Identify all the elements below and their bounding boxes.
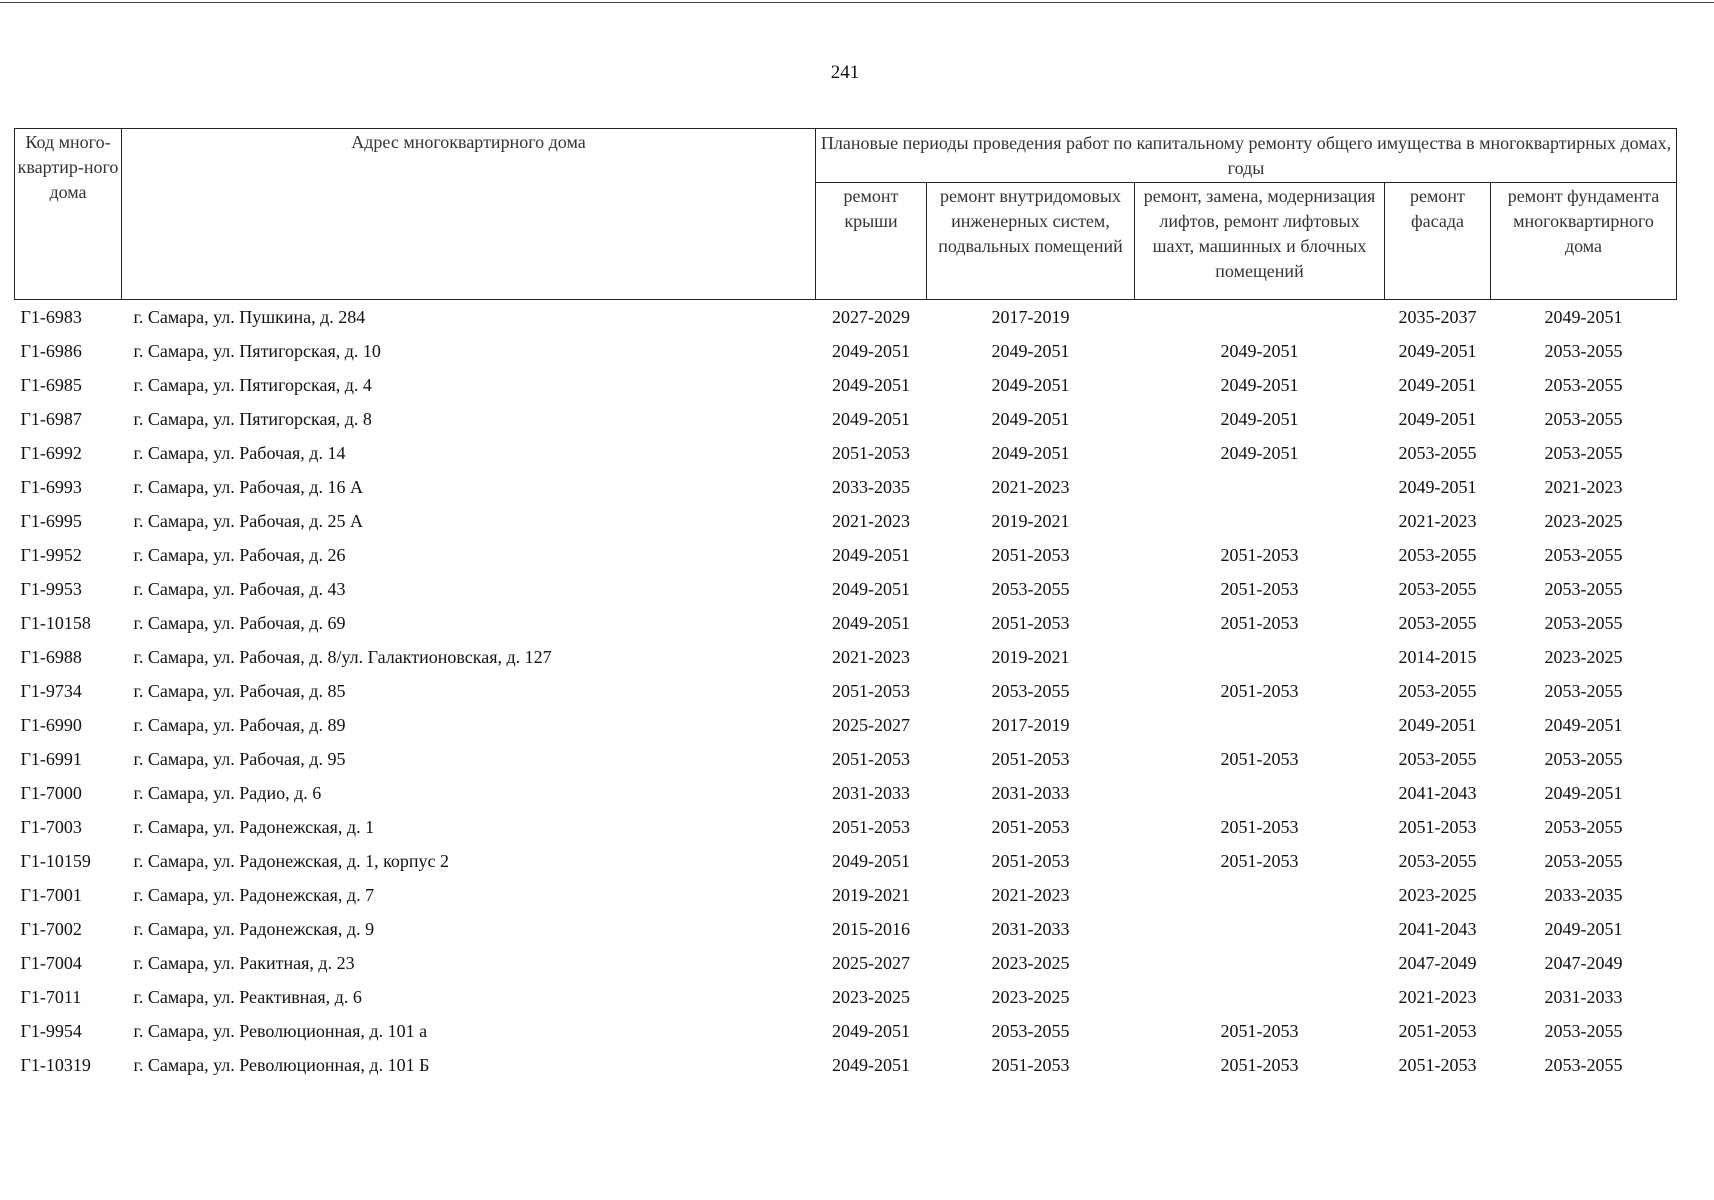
address-cell: г. Самара, ул. Рабочая, д. 43 — [133, 579, 346, 599]
address-cell: г. Самара, ул. Рабочая, д. 8/ул. Галактионовская, д. 127 — [133, 647, 552, 667]
facade-period-cell: 2053-2055 — [1398, 545, 1477, 565]
table-row — [15, 844, 1677, 878]
elevators-period-cell: 2049-2051 — [1220, 341, 1299, 361]
foundation-period-cell: 2053-2055 — [1544, 409, 1623, 429]
roof-period-cell: 2049-2051 — [832, 409, 910, 429]
table-row — [15, 980, 1677, 1014]
table-row — [15, 674, 1677, 708]
address-cell: г. Самара, ул. Революционная, д. 101 а — [133, 1021, 428, 1041]
roof-period-cell: 2019-2021 — [832, 885, 910, 905]
foundation-period-cell: 2047-2049 — [1544, 953, 1623, 973]
header-roof: ремонт крыши — [816, 183, 927, 300]
roof-period-cell: 2025-2027 — [832, 715, 910, 735]
engineering-period-cell: 2049-2051 — [991, 409, 1070, 429]
page-number: 241 — [830, 62, 860, 83]
facade-period-cell: 2049-2051 — [1398, 341, 1477, 361]
address-cell: г. Самара, ул. Радио, д. 6 — [133, 783, 322, 803]
facade-period-cell: 2023-2025 — [1398, 885, 1477, 905]
facade-period-cell: 2021-2023 — [1398, 511, 1477, 531]
roof-period-cell: 2021-2023 — [832, 647, 910, 667]
code-cell: Г1-9953 — [20, 579, 82, 599]
address-cell: г. Самара, ул. Пушкина, д. 284 — [133, 307, 366, 327]
code-cell: Г1-10159 — [20, 851, 91, 871]
roof-period-cell: 2051-2053 — [832, 817, 910, 837]
facade-period-cell: 2053-2055 — [1398, 681, 1477, 701]
header-facade: ремонт фасада — [1385, 183, 1491, 300]
facade-period-cell: 2053-2055 — [1398, 579, 1477, 599]
address-cell: г. Самара, ул. Революционная, д. 101 Б — [133, 1055, 430, 1075]
engineering-period-cell: 2049-2051 — [991, 341, 1070, 361]
address-cell: г. Самара, ул. Пятигорская, д. 8 — [133, 409, 372, 429]
facade-period-cell: 2053-2055 — [1398, 851, 1477, 871]
table-row — [15, 504, 1677, 538]
engineering-period-cell: 2049-2051 — [991, 375, 1070, 395]
roof-period-cell: 2015-2016 — [832, 919, 910, 939]
code-cell: Г1-6987 — [20, 409, 82, 429]
roof-period-cell: 2049-2051 — [832, 545, 910, 565]
engineering-period-cell: 2031-2033 — [991, 783, 1070, 803]
foundation-period-cell: 2023-2025 — [1544, 647, 1623, 667]
engineering-period-cell: 2051-2053 — [991, 545, 1070, 565]
roof-period-cell: 2051-2053 — [832, 443, 910, 463]
engineering-period-cell: 2019-2021 — [991, 511, 1070, 531]
table-row — [15, 334, 1677, 368]
elevators-period-cell — [1135, 912, 1385, 946]
elevators-period-cell: 2051-2053 — [1220, 817, 1299, 837]
roof-period-cell: 2049-2051 — [832, 579, 910, 599]
address-cell: г. Самара, ул. Рабочая, д. 95 — [133, 749, 346, 769]
code-cell: Г1-6992 — [20, 443, 82, 463]
engineering-period-cell: 2021-2023 — [991, 477, 1070, 497]
roof-period-cell: 2049-2051 — [832, 613, 910, 633]
foundation-period-cell: 2049-2051 — [1544, 307, 1623, 327]
facade-period-cell: 2041-2043 — [1398, 919, 1477, 939]
foundation-period-cell: 2053-2055 — [1544, 375, 1623, 395]
address-cell: г. Самара, ул. Пятигорская, д. 4 — [133, 375, 372, 395]
code-cell: Г1-9952 — [20, 545, 82, 565]
facade-period-cell: 2049-2051 — [1398, 375, 1477, 395]
roof-period-cell: 2049-2051 — [832, 341, 910, 361]
facade-period-cell: 2047-2049 — [1398, 953, 1477, 973]
foundation-period-cell: 2021-2023 — [1544, 477, 1623, 497]
address-cell: г. Самара, ул. Рабочая, д. 85 — [133, 681, 346, 701]
table-row — [15, 776, 1677, 810]
code-cell: Г1-6983 — [20, 307, 82, 327]
address-cell: г. Самара, ул. Радонежская, д. 7 — [133, 885, 375, 905]
address-cell: г. Самара, ул. Рабочая, д. 16 А — [133, 477, 363, 497]
facade-period-cell: 2053-2055 — [1398, 443, 1477, 463]
facade-period-cell: 2035-2037 — [1398, 307, 1477, 327]
engineering-period-cell: 2051-2053 — [991, 1055, 1070, 1075]
code-cell: Г1-6988 — [20, 647, 82, 667]
table-row — [15, 810, 1677, 844]
table-row — [15, 368, 1677, 402]
engineering-period-cell: 2017-2019 — [991, 307, 1070, 327]
elevators-period-cell — [1135, 504, 1385, 538]
facade-period-cell: 2051-2053 — [1398, 1021, 1477, 1041]
elevators-period-cell — [1135, 300, 1385, 335]
code-cell: Г1-6986 — [20, 341, 82, 361]
roof-period-cell: 2023-2025 — [832, 987, 910, 1007]
elevators-period-cell — [1135, 946, 1385, 980]
foundation-period-cell: 2053-2055 — [1544, 817, 1623, 837]
code-cell: Г1-7002 — [20, 919, 82, 939]
address-cell: г. Самара, ул. Ракитная, д. 23 — [133, 953, 355, 973]
engineering-period-cell: 2021-2023 — [991, 885, 1070, 905]
code-cell: Г1-6991 — [20, 749, 82, 769]
foundation-period-cell: 2053-2055 — [1544, 613, 1623, 633]
header-elevators: ремонт, замена, модернизация лифтов, ремонт лифтовых шахт, машинных и блочных помещений — [1135, 183, 1385, 300]
header-periods-group: Плановые периоды проведения работ по капитальному ремонту общего имущества в многоквартирных домах, годы — [816, 129, 1677, 183]
code-cell: Г1-6985 — [20, 375, 82, 395]
engineering-period-cell: 2023-2025 — [991, 987, 1070, 1007]
code-cell: Г1-6995 — [20, 511, 82, 531]
elevators-period-cell — [1135, 980, 1385, 1014]
top-rule — [0, 2, 1714, 3]
elevators-period-cell — [1135, 640, 1385, 674]
foundation-period-cell: 2031-2033 — [1544, 987, 1623, 1007]
facade-period-cell: 2049-2051 — [1398, 715, 1477, 735]
roof-period-cell: 2051-2053 — [832, 749, 910, 769]
code-cell: Г1-6993 — [20, 477, 82, 497]
table-row — [15, 606, 1677, 640]
foundation-period-cell: 2023-2025 — [1544, 511, 1623, 531]
foundation-period-cell: 2053-2055 — [1544, 1021, 1623, 1041]
table-row — [15, 572, 1677, 606]
header-code: Код много-квартир-ного дома — [15, 129, 122, 300]
elevators-period-cell — [1135, 708, 1385, 742]
header-foundation: ремонт фундамента многоквартирного дома — [1491, 183, 1677, 300]
elevators-period-cell: 2051-2053 — [1220, 749, 1299, 769]
engineering-period-cell: 2023-2025 — [991, 953, 1070, 973]
elevators-period-cell: 2051-2053 — [1220, 613, 1299, 633]
roof-period-cell: 2033-2035 — [832, 477, 910, 497]
table-row — [15, 878, 1677, 912]
foundation-period-cell: 2053-2055 — [1544, 681, 1623, 701]
roof-period-cell: 2049-2051 — [832, 1055, 910, 1075]
table-row — [15, 640, 1677, 674]
foundation-period-cell: 2049-2051 — [1544, 715, 1623, 735]
address-cell: г. Самара, ул. Рабочая, д. 25 А — [133, 511, 363, 531]
code-cell: Г1-10319 — [20, 1055, 91, 1075]
facade-period-cell: 2051-2053 — [1398, 1055, 1477, 1075]
facade-period-cell: 2053-2055 — [1398, 749, 1477, 769]
foundation-period-cell: 2053-2055 — [1544, 851, 1623, 871]
engineering-period-cell: 2051-2053 — [991, 749, 1070, 769]
table-row — [15, 742, 1677, 776]
elevators-period-cell: 2051-2053 — [1220, 1055, 1299, 1075]
elevators-period-cell: 2049-2051 — [1220, 409, 1299, 429]
foundation-period-cell: 2049-2051 — [1544, 919, 1623, 939]
header-engineering: ремонт внутридомовых инженерных систем, подвальных помещений — [927, 183, 1135, 300]
elevators-period-cell: 2051-2053 — [1220, 1021, 1299, 1041]
code-cell: Г1-6990 — [20, 715, 82, 735]
table-row — [15, 300, 1677, 335]
roof-period-cell: 2027-2029 — [832, 307, 910, 327]
address-cell: г. Самара, ул. Реактивная, д. 6 — [133, 987, 362, 1007]
foundation-period-cell: 2053-2055 — [1544, 545, 1623, 565]
foundation-period-cell: 2053-2055 — [1544, 1055, 1623, 1075]
engineering-period-cell: 2051-2053 — [991, 817, 1070, 837]
code-cell: Г1-7000 — [20, 783, 82, 803]
roof-period-cell: 2049-2051 — [832, 375, 910, 395]
foundation-period-cell: 2053-2055 — [1544, 341, 1623, 361]
table-row — [15, 1048, 1677, 1082]
code-cell: Г1-7001 — [20, 885, 82, 905]
elevators-period-cell: 2051-2053 — [1220, 579, 1299, 599]
facade-period-cell: 2041-2043 — [1398, 783, 1477, 803]
elevators-period-cell: 2049-2051 — [1220, 443, 1299, 463]
engineering-period-cell: 2053-2055 — [991, 579, 1070, 599]
table-row — [15, 946, 1677, 980]
engineering-period-cell: 2017-2019 — [991, 715, 1070, 735]
code-cell: Г1-7004 — [20, 953, 82, 973]
table-row — [15, 436, 1677, 470]
engineering-period-cell: 2049-2051 — [991, 443, 1070, 463]
table-row — [15, 912, 1677, 946]
table-body — [15, 300, 1677, 1083]
roof-period-cell: 2025-2027 — [832, 953, 910, 973]
engineering-period-cell: 2051-2053 — [991, 851, 1070, 871]
engineering-period-cell: 2053-2055 — [991, 1021, 1070, 1041]
table-row — [15, 538, 1677, 572]
elevators-period-cell — [1135, 878, 1385, 912]
code-cell: Г1-9734 — [20, 681, 82, 701]
elevators-period-cell — [1135, 470, 1385, 504]
foundation-period-cell: 2053-2055 — [1544, 443, 1623, 463]
facade-period-cell: 2051-2053 — [1398, 817, 1477, 837]
roof-period-cell: 2051-2053 — [832, 681, 910, 701]
table-row — [15, 402, 1677, 436]
engineering-period-cell: 2031-2033 — [991, 919, 1070, 939]
elevators-period-cell — [1135, 776, 1385, 810]
code-cell: Г1-10158 — [20, 613, 91, 633]
facade-period-cell: 2021-2023 — [1398, 987, 1477, 1007]
address-cell: г. Самара, ул. Рабочая, д. 26 — [133, 545, 346, 565]
foundation-period-cell: 2053-2055 — [1544, 749, 1623, 769]
address-cell: г. Самара, ул. Рабочая, д. 14 — [133, 443, 346, 463]
elevators-period-cell: 2051-2053 — [1220, 681, 1299, 701]
address-cell: г. Самара, ул. Радонежская, д. 1 — [133, 817, 375, 837]
foundation-period-cell: 2033-2035 — [1544, 885, 1623, 905]
roof-period-cell: 2049-2051 — [832, 1021, 910, 1041]
table-row — [15, 708, 1677, 742]
engineering-period-cell: 2019-2021 — [991, 647, 1070, 667]
facade-period-cell: 2049-2051 — [1398, 477, 1477, 497]
table-row — [15, 470, 1677, 504]
engineering-period-cell: 2051-2053 — [991, 613, 1070, 633]
address-cell: г. Самара, ул. Рабочая, д. 69 — [133, 613, 346, 633]
foundation-period-cell: 2053-2055 — [1544, 579, 1623, 599]
facade-period-cell: 2049-2051 — [1398, 409, 1477, 429]
roof-period-cell: 2049-2051 — [832, 851, 910, 871]
header-address: Адрес многоквартирного дома — [122, 129, 816, 300]
capital-repair-table — [14, 128, 1677, 1082]
address-cell: г. Самара, ул. Радонежская, д. 9 — [133, 919, 375, 939]
address-cell: г. Самара, ул. Пятигорская, д. 10 — [133, 341, 381, 361]
engineering-period-cell: 2053-2055 — [991, 681, 1070, 701]
address-cell: г. Самара, ул. Радонежская, д. 1, корпус 2 — [133, 851, 450, 871]
elevators-period-cell: 2051-2053 — [1220, 545, 1299, 565]
foundation-period-cell: 2049-2051 — [1544, 783, 1623, 803]
elevators-period-cell: 2051-2053 — [1220, 851, 1299, 871]
code-cell: Г1-7003 — [20, 817, 82, 837]
table-row — [15, 1014, 1677, 1048]
facade-period-cell: 2053-2055 — [1398, 613, 1477, 633]
roof-period-cell: 2031-2033 — [832, 783, 910, 803]
code-cell: Г1-9954 — [20, 1021, 82, 1041]
elevators-period-cell: 2049-2051 — [1220, 375, 1299, 395]
address-cell: г. Самара, ул. Рабочая, д. 89 — [133, 715, 346, 735]
roof-period-cell: 2021-2023 — [832, 511, 910, 531]
facade-period-cell: 2014-2015 — [1398, 647, 1477, 667]
code-cell: Г1-7011 — [20, 987, 82, 1007]
